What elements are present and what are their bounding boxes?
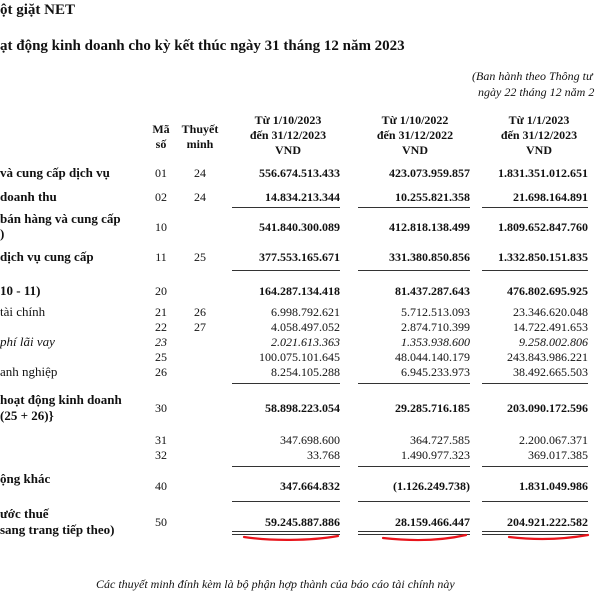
row-code: 01 (155, 166, 167, 180)
row-value-c1: 164.287.134.418 (259, 284, 340, 298)
row-value-c2: 2.874.710.399 (401, 320, 470, 334)
c3-header-line1: Từ 1/1/2023 (508, 113, 570, 127)
row-value-c2: 1.353.938.600 (401, 335, 470, 349)
row-note: 25 (194, 250, 206, 264)
row-value-c2: 331.380.850.856 (389, 250, 470, 264)
row-value-c3: 243.843.986.221 (507, 350, 588, 364)
company-name: ột giặt NET (0, 2, 75, 18)
c1-header-line2: đến 31/12/2023 (249, 128, 327, 142)
row-label: tài chính (0, 304, 46, 319)
c1-header-line3: VND (275, 143, 301, 157)
row-value-c3: 1.831.351.012.651 (498, 166, 588, 180)
row-value-c2: 28.159.466.447 (395, 515, 470, 529)
row-value-c2: 423.073.959.857 (389, 166, 470, 180)
c1-header-line1: Từ 1/10/2023 (254, 113, 322, 127)
row-note: 27 (194, 320, 206, 334)
row-label: ộng khác (0, 471, 51, 486)
row-value-c1: 541.840.300.089 (259, 220, 340, 234)
row-label: phí lãi vay (0, 334, 55, 349)
row-label-line2: sang trang tiếp theo) (0, 522, 115, 537)
row-value-c1: 2.021.613.363 (271, 335, 340, 349)
row-value-c2: 412.818.138.499 (389, 220, 470, 234)
row-value-c3: 369.017.385 (528, 448, 588, 462)
row-label: ước thuế (0, 506, 49, 521)
row-value-c1: 100.075.101.645 (259, 350, 340, 364)
c2-header-line2: đến 31/12/2022 (376, 128, 454, 142)
row-value-c1: 33.768 (307, 448, 340, 462)
row-label-line2: ) (0, 226, 5, 241)
row-code: 10 (155, 220, 167, 234)
report-subtitle: ạt động kinh doanh cho kỳ kết thúc ngày 31 tháng 12 năm 2023 (0, 38, 405, 54)
row-note: 24 (194, 190, 206, 204)
c2-header-line3: VND (402, 143, 428, 157)
row-value-c1: 8.254.105.288 (271, 365, 340, 379)
row-value-c3: 14.722.491.653 (513, 320, 588, 334)
row-label-line2: (25 + 26)} (0, 408, 54, 423)
footer-note: Các thuyết minh đính kèm là bộ phận hợp thành của báo cáo tài chính này (96, 577, 455, 591)
note-header-line1: Thuyết (181, 122, 219, 136)
row-value-c3: 476.802.695.925 (507, 284, 588, 298)
row-value-c2: 81.437.287.643 (395, 284, 470, 298)
row-value-c2: 29.285.716.185 (395, 401, 470, 415)
row-label: hoạt động kinh doanh (0, 392, 122, 407)
row-value-c3: 204.921.222.582 (507, 515, 588, 529)
c3-header-line3: VND (526, 143, 552, 157)
row-value-c2: 6.945.233.973 (401, 365, 470, 379)
row-value-c2: 10.255.821.358 (395, 190, 470, 204)
row-value-c3: 38.492.665.503 (513, 365, 588, 379)
row-label: doanh thu (0, 189, 57, 204)
issued-by-line2: ngày 22 tháng 12 năm 2 (478, 85, 595, 99)
row-code: 31 (155, 433, 167, 447)
row-code: 26 (155, 365, 167, 379)
row-value-c1: 347.698.600 (280, 433, 340, 447)
row-value-c2: 1.490.977.323 (401, 448, 470, 462)
issued-by-line1: (Ban hành theo Thông tư (472, 69, 593, 83)
code-header-line1: Mã (152, 122, 170, 136)
row-code: 50 (155, 515, 167, 529)
c2-header-line1: Từ 1/10/2022 (381, 113, 449, 127)
row-value-c1: 14.834.213.344 (265, 190, 340, 204)
row-label: anh nghiệp (0, 364, 58, 379)
red-underline-c2 (383, 535, 466, 540)
code-header-line2: số (155, 137, 167, 151)
row-note: 24 (194, 166, 206, 180)
row-value-c2: 364.727.585 (410, 433, 470, 447)
row-code: 20 (155, 284, 167, 298)
row-value-c2: (1.126.249.738) (393, 479, 470, 493)
row-value-c1: 556.674.513.433 (259, 166, 340, 180)
row-value-c3: 203.090.172.596 (507, 401, 588, 415)
row-code: 23 (155, 335, 167, 349)
row-value-c3: 23.346.620.048 (513, 305, 588, 319)
row-value-c2: 5.712.513.093 (401, 305, 470, 319)
row-label: dịch vụ cung cấp (0, 249, 94, 264)
row-value-c3: 1.831.049.986 (519, 479, 588, 493)
row-code: 30 (155, 401, 167, 415)
row-code: 32 (155, 448, 167, 462)
row-code: 21 (155, 305, 167, 319)
note-header-line2: minh (186, 137, 214, 151)
red-underline-c3 (509, 535, 588, 539)
row-value-c3: 1.332.850.151.835 (498, 250, 588, 264)
row-code: 11 (155, 250, 167, 264)
row-value-c1: 4.058.497.052 (271, 320, 340, 334)
row-value-c1: 59.245.887.886 (265, 515, 340, 529)
row-value-c1: 6.998.792.621 (271, 305, 340, 319)
row-label: bán hàng và cung cấp (0, 211, 121, 226)
c3-header-line2: đến 31/12/2023 (500, 128, 578, 142)
row-value-c1: 377.553.165.671 (259, 250, 340, 264)
row-label: và cung cấp dịch vụ (0, 165, 110, 180)
row-value-c3: 9.258.002.806 (519, 335, 588, 349)
row-value-c2: 48.044.140.179 (395, 350, 470, 364)
row-value-c3: 2.200.067.371 (519, 433, 588, 447)
row-code: 25 (155, 350, 167, 364)
red-underline-c1 (244, 536, 338, 540)
row-value-c3: 1.809.652.847.760 (498, 220, 588, 234)
row-code: 40 (155, 479, 167, 493)
row-note: 26 (194, 305, 206, 319)
row-code: 02 (155, 190, 167, 204)
row-code: 22 (155, 320, 167, 334)
row-value-c1: 58.898.223.054 (265, 401, 340, 415)
row-label: 10 - 11) (0, 283, 41, 298)
row-value-c3: 21.698.164.891 (513, 190, 588, 204)
row-value-c1: 347.664.832 (280, 479, 340, 493)
